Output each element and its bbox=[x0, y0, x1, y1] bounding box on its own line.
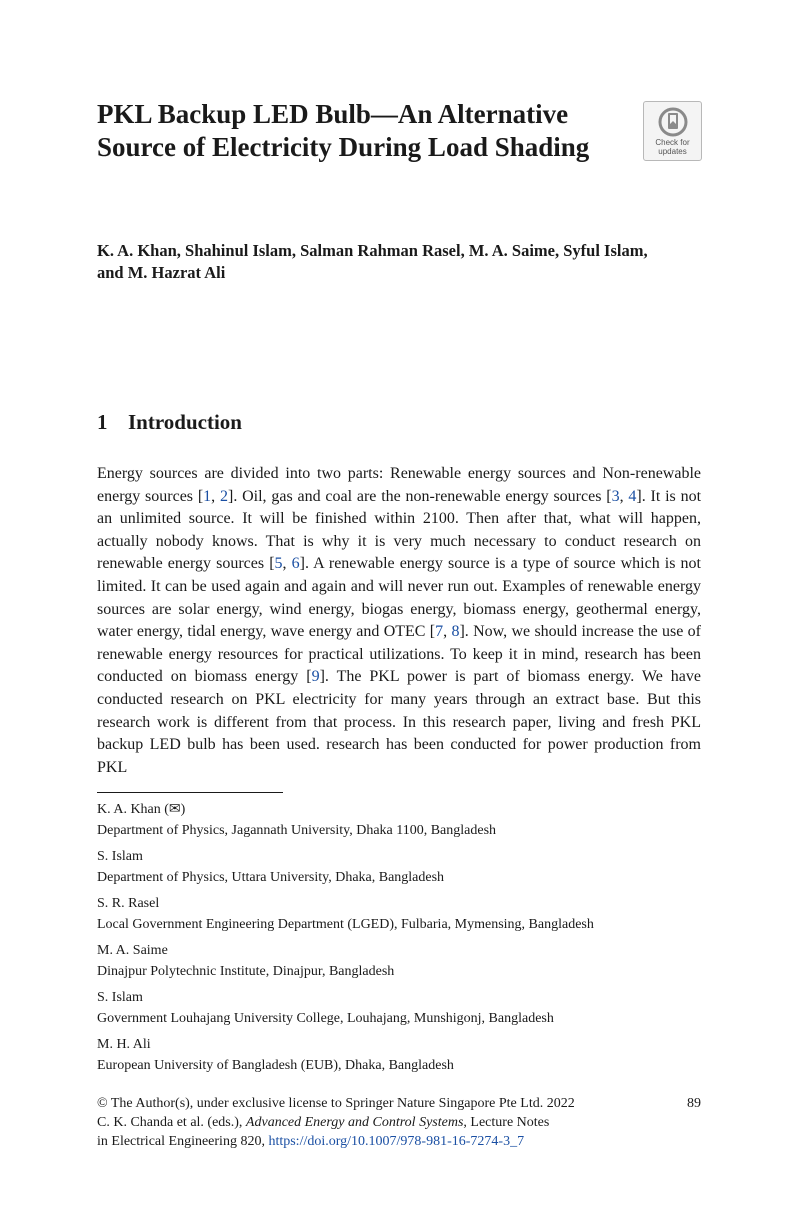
affiliations bbox=[97, 799, 707, 1081]
citation-link[interactable]: 6 bbox=[291, 555, 300, 573]
section-heading bbox=[97, 409, 242, 435]
affiliation-name: S. R. Rasel bbox=[97, 896, 160, 911]
affiliation-entry bbox=[97, 893, 707, 935]
author-list: K. A. Khan, Shahinul Islam, Salman Rahman Rasel, M. A. Saime, Syful Islam, and M. Hazrat Ali bbox=[97, 241, 648, 282]
footnote-divider bbox=[97, 792, 283, 793]
affiliation-entry bbox=[97, 846, 707, 888]
affiliation-dept: European University of Bangladesh (EUB), Dhaka, Bangladesh bbox=[97, 1058, 454, 1073]
affiliation-entry bbox=[97, 987, 707, 1029]
book-title: Advanced Energy and Control Systems bbox=[245, 1115, 464, 1130]
affiliation-name: S. Islam bbox=[97, 990, 143, 1005]
paper-title: PKL Backup LED Bulb—An Alternative Source of Electricity During Load Shading bbox=[97, 99, 590, 162]
citation-link[interactable]: 5 bbox=[274, 555, 283, 573]
publication-footer bbox=[97, 1094, 707, 1151]
affiliation-name: S. Islam bbox=[97, 849, 143, 864]
series-line: in Electrical Engineering 820, https://doi.org/10.1007/978-981-16-7274-3_7 bbox=[97, 1134, 525, 1149]
badge-label: Check for updates bbox=[655, 138, 690, 156]
affiliation-dept: Department of Physics, Jagannath University, Dhaka 1100, Bangladesh bbox=[97, 823, 497, 838]
doi-link[interactable]: https://doi.org/10.1007/978-981-16-7274-3_7 bbox=[268, 1134, 525, 1149]
page-number: 89 bbox=[687, 1096, 701, 1111]
affiliation-dept: Local Government Engineering Department (LGED), Fulbaria, Mymensing, Bangladesh bbox=[97, 917, 594, 932]
citation-link[interactable]: 2 bbox=[219, 487, 228, 505]
introduction-paragraph: Energy sources are divided into two parts: Renewable energy sources and Non-renewable energy sources [1, 2]. Oil, gas and coal are the non-renewable energy sources [3, 4]. It is not an unlimited source. It will be finished within 2100. Then after that, what will happen, actually nobody knows. That is why it is very much necessary to conduct research on renewable energy sources [5, 6]. A renewable energy source is a type of source which is not limited. It can be used again and again and will never run out. Examples of renewable energy sources are solar energy, wind energy, biogas energy, biomass energy, geothermal energy, water energy, tidal energy, wave energy and OTEC [7, 8]. Now, we should increase the use of renewable energy resources for practical utilizations. To keep it in mind, research has been conducted on biomass energy [9]. The PKL power is part of biomass energy. We have conducted research on PKL electricity for many years through an extract base. But this research work is different from that process. In this research paper, living and fresh PKL backup LED bulb has been used. research has been conducted for power production from PKL bbox=[97, 465, 702, 776]
affiliation-dept: Department of Physics, Uttara University, Dhaka, Bangladesh bbox=[97, 870, 445, 885]
citation-line: C. K. Chanda et al. (eds.), Advanced Energy and Control Systems, Lecture Notes bbox=[97, 1115, 550, 1130]
section-number: 1 bbox=[97, 410, 108, 434]
citation-link[interactable]: 8 bbox=[451, 623, 460, 641]
citation-link[interactable]: 1 bbox=[203, 487, 212, 505]
affiliation-dept: Dinajpur Polytechnic Institute, Dinajpur, Bangladesh bbox=[97, 964, 395, 979]
section-title: Introduction bbox=[128, 410, 242, 434]
citation-link[interactable]: 3 bbox=[611, 487, 620, 505]
affiliation-entry bbox=[97, 940, 707, 982]
citation-link[interactable]: 7 bbox=[435, 623, 444, 641]
citation-link[interactable]: 4 bbox=[628, 487, 637, 505]
affiliation-dept: Government Louhajang University College, Louhajang, Munshigonj, Bangladesh bbox=[97, 1011, 554, 1026]
copyright-line: © The Author(s), under exclusive license to Springer Nature Singapore Pte Ltd. 2022 bbox=[97, 1096, 575, 1111]
affiliation-name: M. H. Ali bbox=[97, 1037, 151, 1052]
citation-link[interactable]: 9 bbox=[311, 668, 320, 686]
affiliation-name: K. A. Khan (✉) bbox=[97, 802, 186, 817]
check-updates-icon bbox=[657, 107, 689, 137]
affiliation-name: M. A. Saime bbox=[97, 943, 168, 958]
check-for-updates-badge[interactable] bbox=[643, 101, 702, 161]
affiliation-entry bbox=[97, 1034, 707, 1076]
affiliation-entry bbox=[97, 799, 707, 841]
